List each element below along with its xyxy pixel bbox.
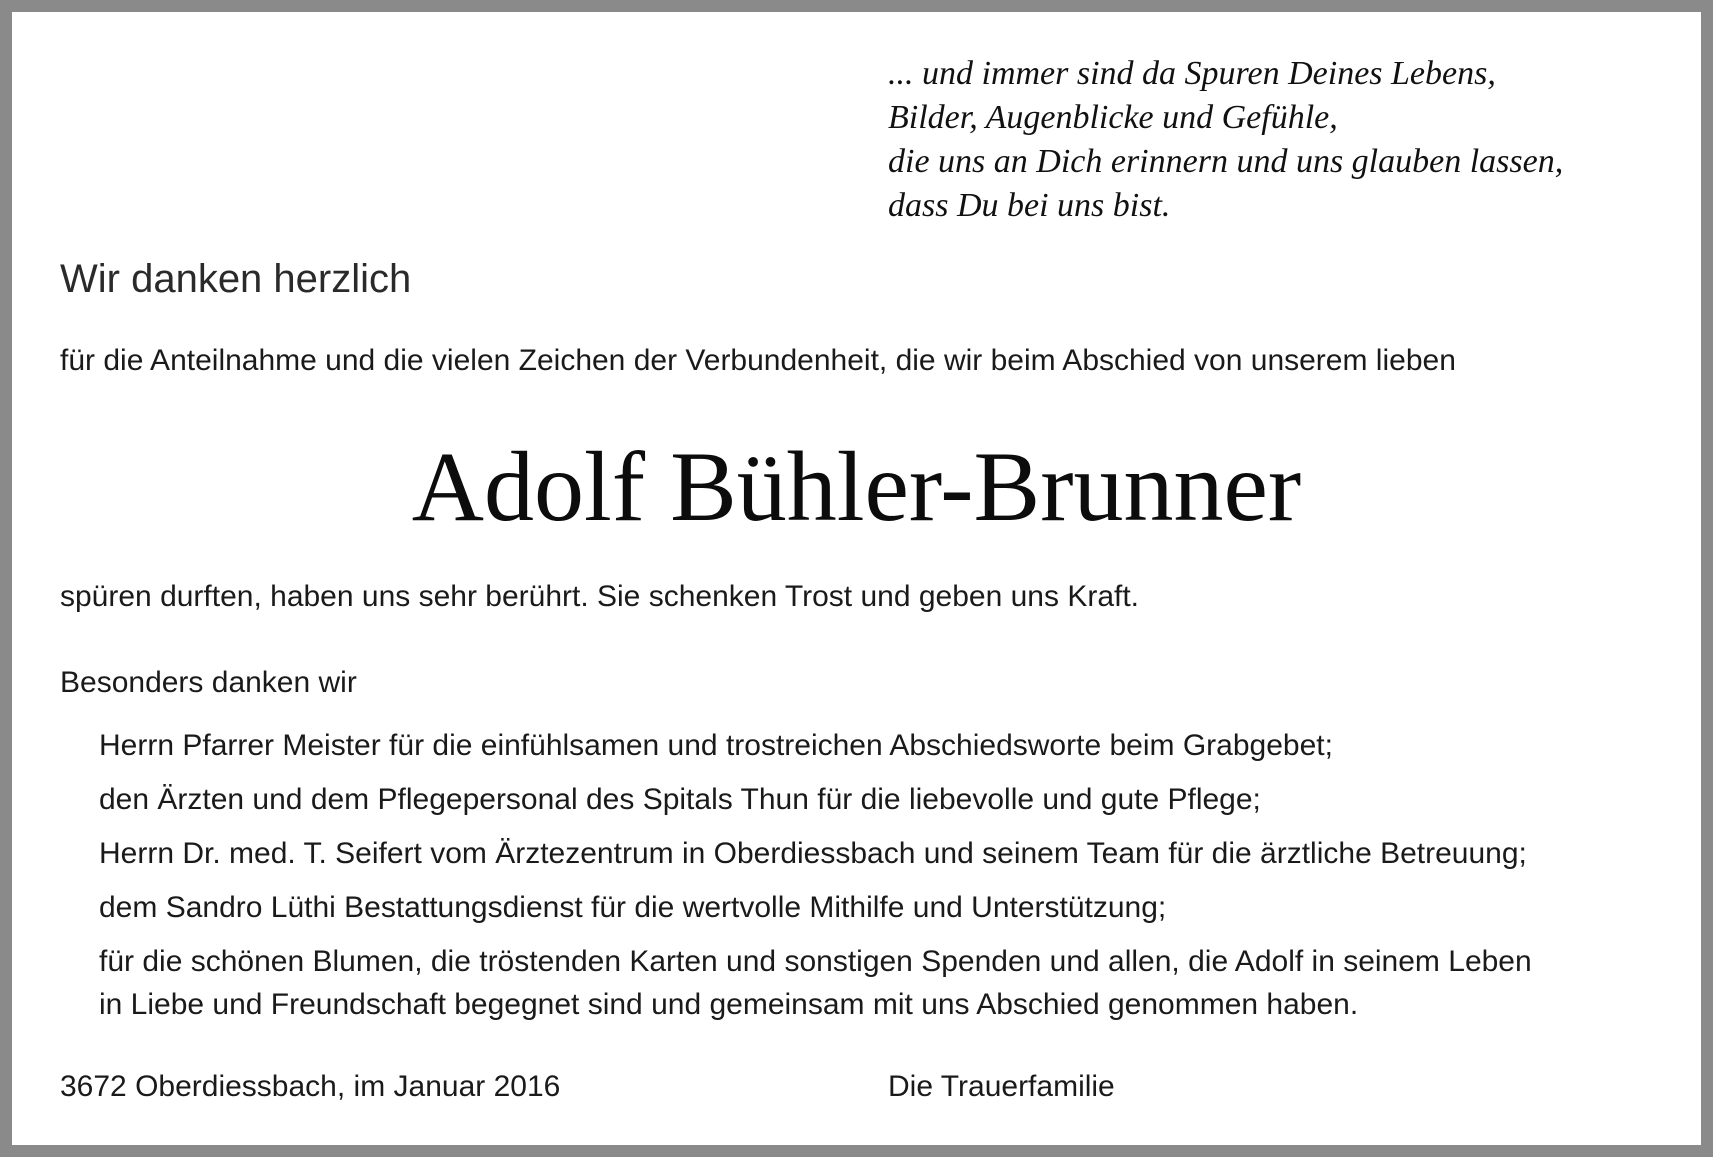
- thanks-item: [99, 778, 1532, 821]
- poem-line: Bilder, Augenblicke und Gefühle,: [888, 99, 1338, 136]
- obituary-card: [12, 12, 1701, 1145]
- intro-text: für die Anteilnahme und die vielen Zeichen der Verbundenheit, die wir beim Abschied von unserem lieben: [60, 344, 1456, 377]
- thanks-item-line: Herrn Pfarrer Meister für die einfühlsamen und trostreichen Abschiedsworte beim Grabgebet;: [99, 729, 1333, 762]
- poem-line: ... und immer sind da Spuren Deines Lebens,: [888, 55, 1496, 92]
- thanks-item: [99, 832, 1532, 875]
- after-name-text: spüren durften, haben uns sehr berührt. Sie schenken Trost und geben uns Kraft.: [60, 580, 1140, 613]
- thanks-item-line: für die schönen Blumen, die tröstenden Karten und sonstigen Spenden und allen, die Adolf in seinem Leben: [99, 945, 1532, 978]
- poem-line: dass Du bei uns bist.: [888, 187, 1171, 224]
- special-thanks-list: [99, 724, 1532, 1037]
- deceased-name: Adolf Bühler-Brunner: [411, 431, 1302, 542]
- poem-line: die uns an Dich erinnern und uns glauben lassen,: [888, 143, 1564, 180]
- signature: Die Trauerfamilie: [888, 1070, 1115, 1103]
- greeting-heading: Wir danken herzlich: [60, 257, 412, 301]
- thanks-item-line: in Liebe und Freundschaft begegnet sind und gemeinsam mit uns Abschied genommen haben.: [99, 988, 1359, 1021]
- thanks-item-line: dem Sandro Lüthi Bestattungsdienst für die wertvolle Mithilfe und Unterstützung;: [99, 891, 1167, 924]
- thanks-item: [99, 724, 1532, 767]
- thanks-item: [99, 886, 1532, 929]
- special-thanks-heading: Besonders danken wir: [60, 666, 357, 699]
- thanks-item-line: Herrn Dr. med. T. Seifert vom Ärztezentrum in Oberdiessbach und seinem Team für die ärztliche Betreuung;: [99, 837, 1527, 870]
- poem-quote: [888, 52, 1563, 228]
- thanks-item: [99, 940, 1532, 1026]
- thanks-item-line: den Ärzten und dem Pflegepersonal des Spitals Thun für die liebevolle und gute Pflege;: [99, 783, 1261, 816]
- place-date: 3672 Oberdiessbach, im Januar 2016: [60, 1070, 561, 1103]
